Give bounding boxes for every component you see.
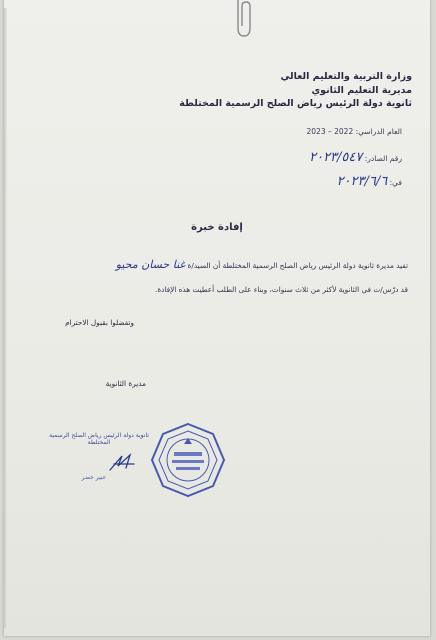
document-page [4, 0, 430, 636]
school-name: ثانوية دولة الرئيس رياض الصلح الرسمية المختلطة [179, 98, 412, 109]
signatory-name: عبير خضر [81, 474, 107, 481]
reference-row [309, 150, 402, 165]
directorate-name: مديرية التعليم الثانوي [311, 84, 412, 96]
reference-label: رقم الصادر: [364, 154, 402, 163]
date-value: ٢٠٢٣/٦/٦ [336, 174, 388, 189]
signature-label: مديرة الثانوية [105, 379, 146, 388]
ministry-name: وزارة التربية والتعليم العالي [280, 71, 412, 82]
document-title: إفادة خبرة [191, 222, 243, 233]
paper-clip-icon [232, 0, 254, 40]
letterhead [179, 70, 412, 111]
signature-stamp-text: ثانوية دولة الرئيس رياض الصلح الرسمية المختلطة [49, 432, 149, 446]
date-row [337, 174, 402, 189]
body-text-1: تفيد مديرة ثانوية دولة الرئيس رياض الصلح الرسمية المختلطة أن السيد/ة [187, 261, 408, 270]
official-stamp-icon [150, 422, 226, 498]
body-line-2: قد درّس/ت في الثانوية لأكثر من ثلاث سنوات، وبناء على الطلب أعطيت هذه الإفادة. [155, 285, 408, 294]
closing-text: وتفضلوا بقبول الاحترام [65, 318, 134, 327]
page-fold [4, 8, 7, 628]
academic-year: العام الدراسي: 2022 – 2023 [306, 127, 402, 136]
handwritten-name: غنا حسان محيو [115, 258, 186, 271]
date-label: في: [389, 178, 402, 187]
signature-scribble [104, 452, 144, 474]
body-line-1 [116, 258, 408, 271]
reference-number: ٢٠٢٣/٥٤٧ [309, 150, 363, 165]
